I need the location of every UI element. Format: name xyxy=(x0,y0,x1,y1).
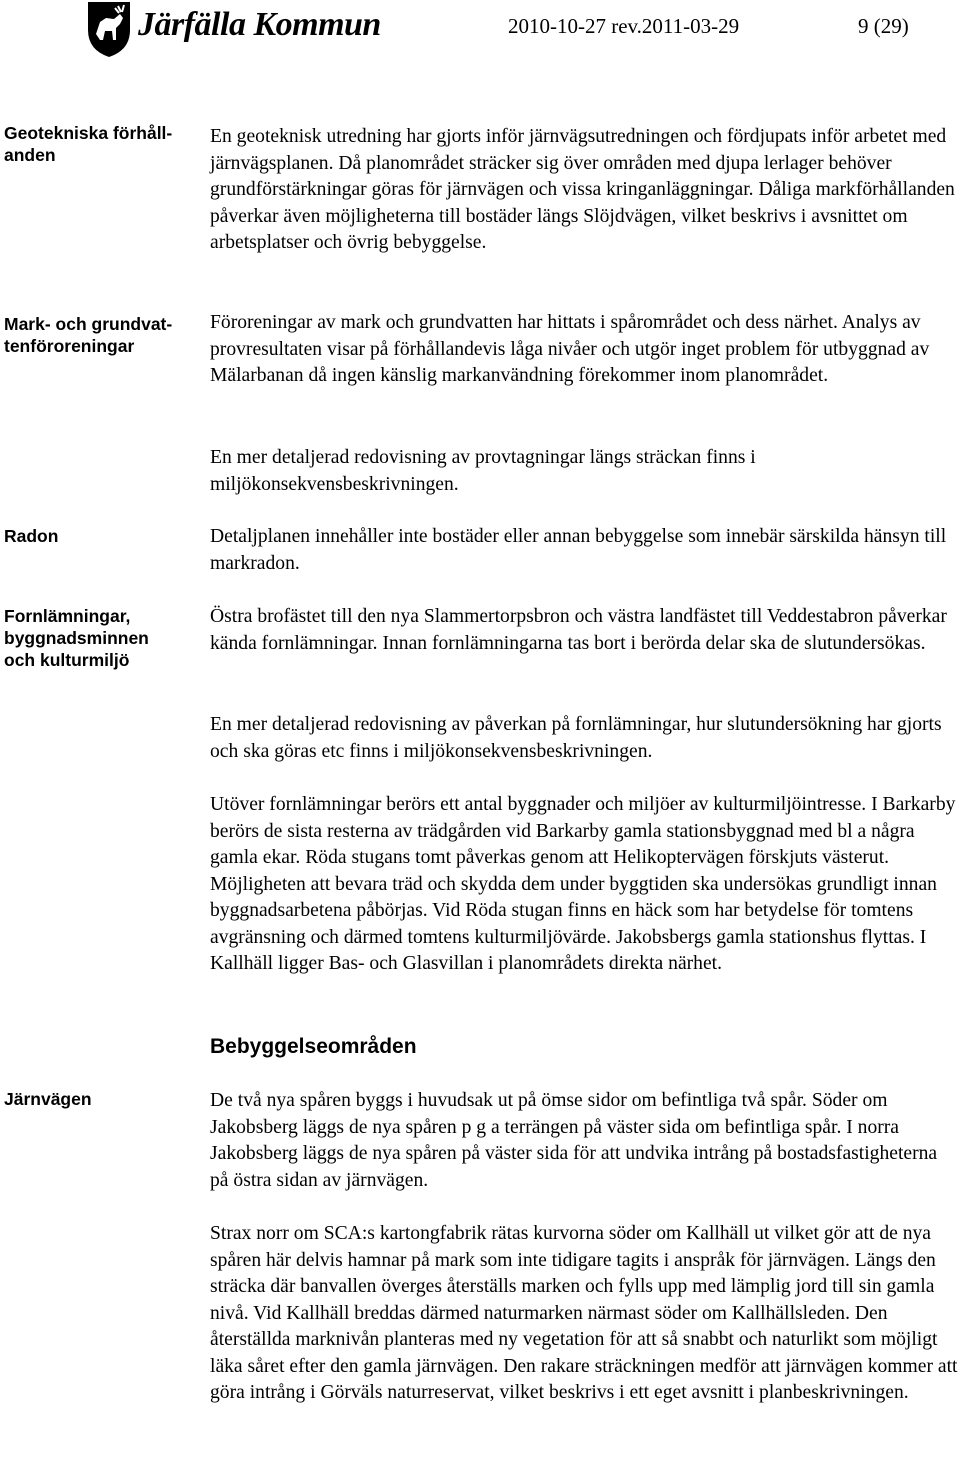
paragraph-contamination-details: En mer detaljerad redovisning av provtagningar längs sträckan finns i miljökonsekvensbeskrivningen. xyxy=(210,447,756,495)
municipal-coat-of-arms-icon xyxy=(86,0,132,58)
municipality-name: Järfälla Kommun xyxy=(138,6,381,43)
sidebar-label-jarnvagen: Järnvägen xyxy=(4,1089,92,1109)
sidebar-label-radon: Radon xyxy=(4,526,59,546)
revision-date: 2010-10-27 rev.2011-03-29 xyxy=(508,14,740,38)
page-number: 9 (29) xyxy=(858,14,909,38)
paragraph-railway-realignment: Strax norr om SCA:s kartongfabrik rätas kurvorna söder om Kallhäll ut vilket gör att de nya spåren här delvis hamnar på mark som inte tidigare tagits i anspråk för järnvägen. Längs den sträcka där banvallen överges återställs marken och fylls upp med lämplig jord till sin gamla nivå. Vid Kallhäll breddas därmed naturmarken närmast söder om Kallhällsleden. Den återställda marknivån planteras med ny vegetation för att så snabbt och naturlikt som möjligt läka såret efter den gamla järnvägen. Den rakare sträckningen medför att järnvägen kommer att göra intrång i Görväls naturreservat, vilket beskrivs i ett eget avsnitt i planbeskrivningen. xyxy=(210,1223,958,1403)
paragraph-railway-tracks: De två nya spåren byggs i huvudsak ut på ömse sidor om befintliga två spår. Söder om Jakobsberg läggs de nya spåren p g a terrängen på väster sida om befintliga spår. I norra Jakobsberg läggs de nya spåren på väster sida för att undvika intrång på bostadsfastigheterna på östra sidan av järnvägen. xyxy=(210,1090,938,1191)
section-heading-bebyggelseomraden: Bebyggelseområden xyxy=(210,1035,417,1058)
paragraph-ancient-remains: Östra brofästet till den nya Slammertorpsbron och västra landfästet till Veddestabron påverkar kända fornlämningar. Innan fornlämningarna tas bort i berörda delar ska de slutundersökas. xyxy=(210,606,947,654)
sidebar-label-geotekniska: Geotekniska förhåll- anden xyxy=(4,123,173,165)
paragraph-ancient-remains-details: En mer detaljerad redovisning av påverkan på fornlämningar, hur slutundersökning har gjorts och ska göras etc finns i miljökonsekvensbeskrivningen. xyxy=(210,714,942,762)
paragraph-cultural-environment: Utöver fornlämningar berörs ett antal byggnader och miljöer av kulturmiljöintresse. I Barkarby berörs de sista resterna av trädgården vid Barkarby gamla stationsbyggnad med bl a några gamla ekar. Röda stugans tomt påverkas genom att Helikoptervägen förskjuts västerut. Möjligheten att bevara träd och skydda dem under byggtiden ska undersökas grundligt innan byggnadsarbetena påbörjas. Vid Röda stugan finns en häck som har betydelse för tomtens avgränsning och därmed tomtens kulturmiljövärde. Jakobsbergs gamla stationshus flyttas. I Kallhäll ligger Bas- och Glasvillan i planområdets direkta närhet. xyxy=(210,794,956,974)
sidebar-label-fornlamningar: Fornlämningar, byggnadsminnen och kulturmiljö xyxy=(4,606,149,670)
page-header xyxy=(0,0,960,70)
sidebar-label-mark: Mark- och grundvat- tenföroreningar xyxy=(4,314,173,356)
paragraph-geotechnical: En geoteknisk utredning har gjorts inför järnvägsutredningen och fördjupats inför arbetet med järnvägsplanen. Då planområdet sträcker sig över områden med djupa lerlager behöver grundförstärkningar göras för järnvägen och vissa kringanläggningar. Dåliga markförhållanden påverkar även möjligheterna till bostäder längs Slöjdvägen, vilket beskrivs i avsnittet om arbetsplatser och övrig bebyggelse. xyxy=(210,126,955,253)
paragraph-contamination: Föroreningar av mark och grundvatten har hittats i spårområdet och dess närhet. Analys av provresultaten visar på förhållandevis låga nivåer och utgör inget problem för utbyggnad av Mälarbanan då ingen känslig markanvändning förekommer inom planområdet. xyxy=(210,312,930,386)
paragraph-radon: Detaljplanen innehåller inte bostäder eller annan bebyggelse som innebär särskilda hänsyn till markradon. xyxy=(210,526,947,574)
